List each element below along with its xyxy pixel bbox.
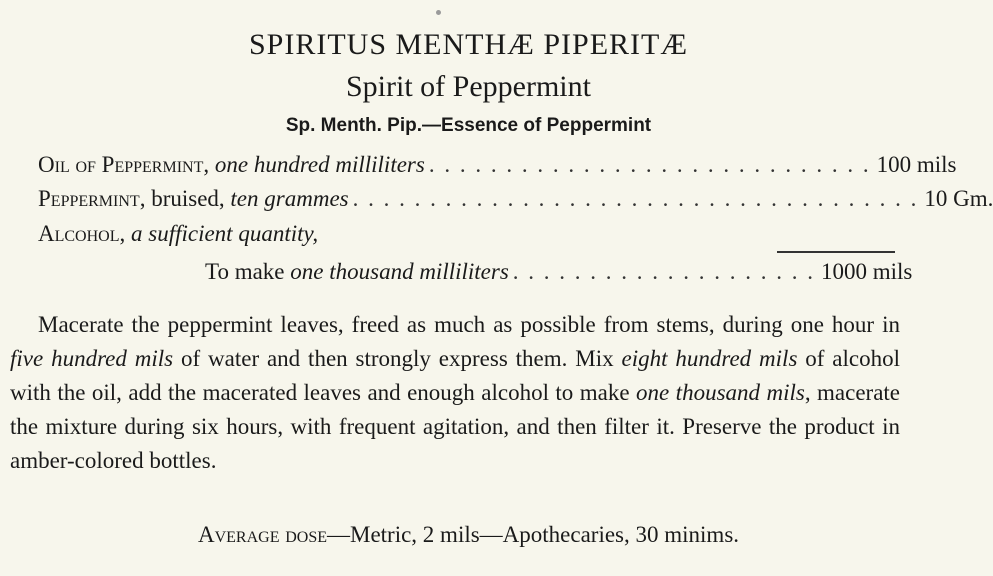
ingredient-amount: ten grammes	[230, 186, 349, 211]
directions-emphasis: five hundred mils	[10, 346, 174, 371]
directions-emphasis: one thousand mils	[636, 380, 805, 405]
ingredient-name: Oil of Peppermint,	[38, 152, 210, 177]
directions-text: Macerate the peppermint leaves, freed as much as possible from stems, during one hour in	[38, 312, 900, 337]
total-row	[205, 259, 913, 285]
ingredient-amount: one hundred milliliters	[214, 152, 425, 177]
total-quantity: 1000 mils	[821, 259, 913, 284]
ingredient-name: Peppermint,	[38, 186, 146, 211]
directions-text: of alcohol with the oil, add the macerated leaves and enough alcohol to make	[10, 346, 901, 405]
dose-label: Average dose	[197, 522, 327, 547]
ingredient-row	[38, 152, 957, 178]
page-mark	[436, 10, 441, 15]
directions-paragraph	[10, 308, 900, 478]
english-title: Spirit of Peppermint	[346, 70, 591, 103]
leader-dots: . . . . . . . . . . . . . . . . . . . .	[512, 259, 816, 284]
directions-text: of water and then strongly express them. Mix	[173, 346, 622, 371]
leader-dots: . . . . . . . . . . . . . . . . . . . . . . . . . . . . . . . . . . . . .	[352, 186, 919, 211]
total-rule	[777, 251, 895, 253]
dose-text: —Metric, 2 mils—Apothecaries, 30 minims.	[327, 522, 740, 547]
ingredient-row	[38, 186, 993, 212]
directions-emphasis: eight hundred mils	[621, 346, 798, 371]
total-amount: one thousand milliliters	[290, 259, 509, 284]
directions-text: , macerate the mixture during six hours, with frequent agitation, and then filter it. Preserve the product in amber-colored bottles.	[10, 380, 900, 473]
abbreviation-line	[0, 115, 937, 137]
synonym: —Essence of Peppermint	[422, 115, 652, 136]
total-prefix: To make	[205, 259, 285, 284]
ingredient-amount: a sufficient quantity,	[131, 221, 319, 246]
ingredient-row	[38, 221, 318, 247]
abbreviation: Sp. Menth. Pip.	[285, 115, 423, 136]
ingredient-quantity: 10 Gm.	[924, 186, 993, 211]
ingredient-note: bruised,	[151, 186, 225, 211]
ingredient-quantity: 100 mils	[876, 152, 957, 177]
latin-title: SPIRITUS MENTHÆ PIPERITÆ	[248, 28, 689, 61]
ingredient-name: Alcohol,	[38, 221, 126, 246]
leader-dots: . . . . . . . . . . . . . . . . . . . . . . . . . . . . .	[428, 152, 871, 177]
average-dose	[0, 522, 937, 548]
